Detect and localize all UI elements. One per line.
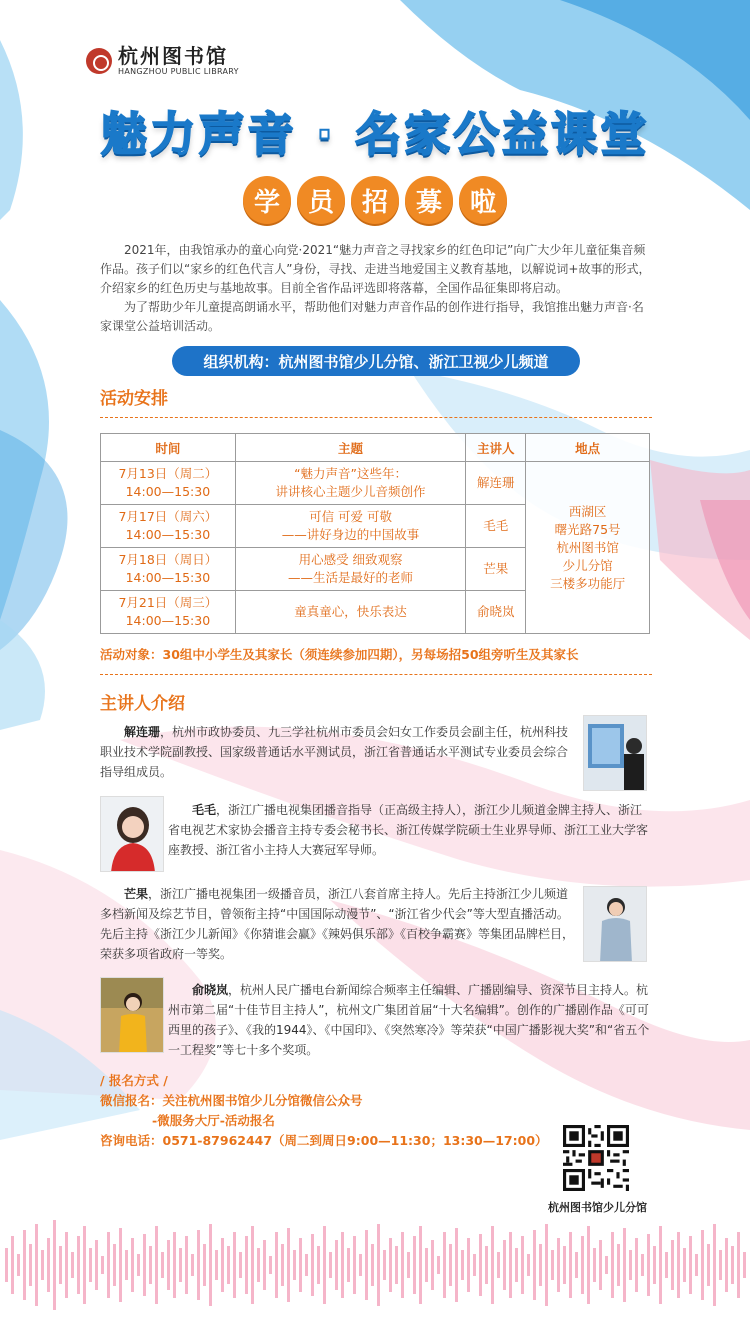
session-date: 7月21日（周三） xyxy=(118,595,218,610)
session-speaker: 俞晓岚 xyxy=(466,591,526,634)
speaker-name: 俞晓岚 xyxy=(192,983,229,997)
session-date: 7月17日（周六） xyxy=(118,509,218,524)
session-time: 14:00—15:30 xyxy=(125,527,211,542)
logo-name-en: HANGZHOU PUBLIC LIBRARY xyxy=(118,67,239,76)
registration-info xyxy=(100,1071,548,1151)
badge-char: 员 xyxy=(297,176,345,224)
header-time: 时间 xyxy=(101,434,236,462)
session-topic-line1: 用心感受 细致观察 xyxy=(298,552,403,567)
divider xyxy=(100,674,652,675)
speaker-photo xyxy=(100,796,164,872)
session-speaker: 毛毛 xyxy=(466,505,526,548)
session-speaker: 芒果 xyxy=(466,548,526,591)
location-line: 杭州图书馆 xyxy=(556,539,619,555)
speaker-bio-text: ，浙江广播电视集团一级播音员，浙江八套首席主持人。先后主持浙江少儿频道多档新闻及综艺节目，曾领衔主持“中国国际动漫节”、“浙江省少代会”等大型直播活动。先后主持《浙江少儿新闻》《你猜谁会赢》《辣妈俱乐部》《百校争霸赛》等集团品牌栏目，荣获多项省政府一等奖。 xyxy=(100,887,575,961)
schedule-section-title: 活动安排 xyxy=(100,389,168,409)
speaker-photo xyxy=(100,977,164,1053)
registration-phone: 咨询电话：0571-87962447（周二到周日9:00—11:30；13:30—17:00） xyxy=(100,1133,548,1148)
registration-wechat: 微信报名：关注杭州图书馆少儿分馆微信公众号 xyxy=(100,1093,363,1108)
speaker-bio xyxy=(168,980,650,1060)
registration-path: -微服务大厅-活动报名 xyxy=(152,1113,275,1128)
session-date: 7月13日（周二） xyxy=(118,466,218,481)
session-topic-line2: ——生活是最好的老师 xyxy=(288,570,414,585)
session-topic-line2: 讲讲核心主题少儿音频创作 xyxy=(275,484,426,499)
session-topic-line1: “魅力声音”这些年： xyxy=(294,466,408,481)
qr-code-icon xyxy=(563,1125,629,1191)
speaker-photo xyxy=(583,886,647,962)
library-seal-icon xyxy=(86,48,112,74)
badge-char: 招 xyxy=(351,176,399,224)
logo-name-cn: 杭州图书馆 xyxy=(118,44,228,68)
header-speaker: 主讲人 xyxy=(466,434,526,462)
target-audience: 活动对象：30组中小学生及其家长（须连续参加四期），另每场招50组旁听生及其家长 xyxy=(100,647,579,662)
schedule-table xyxy=(100,433,650,634)
location-line: 三楼多功能厅 xyxy=(550,575,626,591)
header-topic: 主题 xyxy=(235,434,466,462)
speakers-section-title: 主讲人介绍 xyxy=(100,694,185,714)
table-header-row xyxy=(101,434,650,462)
speaker-bio-text: ，杭州人民广播电台新闻综合频率主任编辑、广播剧编导、资深节目主持人。杭州市第二届“十佳节目主持人”，杭州文广集团首届“十大名编辑”。创作的广播剧作品《可可西里的孩子》、《我的1944》、《中国印》、《突然寒冷》等荣获“中国广播影视大奖”和“省五个一工程奖”等七十多个奖项。 xyxy=(168,983,650,1057)
speaker-bio-text: ，浙江广播电视集团播音指导（正高级主持人），浙江少儿频道金牌主持人、浙江省电视艺术家协会播音主持专委会秘书长、浙江传媒学院硕士生业界导师、浙江工业大学客座教授、浙江省小主持人大赛冠军导师。 xyxy=(168,803,649,857)
location-line: 少儿分馆 xyxy=(562,557,613,573)
speaker-name: 解连珊 xyxy=(124,725,161,739)
speaker-photo xyxy=(583,715,647,791)
organizer-banner: 组织机构：杭州图书馆少儿分馆、浙江卫视少儿频道 xyxy=(172,346,580,376)
speaker-bio xyxy=(168,800,650,860)
recruit-badges xyxy=(0,176,750,224)
page-title: 魅力声音 · 名家公益课堂 xyxy=(100,107,650,161)
badge-char: 募 xyxy=(405,176,453,224)
session-date: 7月18日（周日） xyxy=(118,552,218,567)
intro-paragraph-2: 为了帮助少年儿童提高朗诵水平，帮助他们对魅力声音作品的创作进行指导，我馆推出魅力声音·名家课堂公益培训活动。 xyxy=(100,300,644,333)
session-time: 14:00—15:30 xyxy=(125,570,211,585)
speaker-bio xyxy=(100,884,578,964)
session-location xyxy=(526,462,650,634)
session-topic-line1: 可信 可爱 可敬 xyxy=(309,509,393,524)
intro-paragraph-1: 2021年，由我馆承办的童心向党·2021“魅力声音之寻找家乡的红色印记”向广大少年儿童征集音频作品。孩子们以“家乡的红色代言人”身份，寻找、走进当地爱国主义教育基地，以解说词+故事的形式，介绍家乡的红色历史与基地故事。目前全省作品评选即将落幕，全国作品征集即将启动。 xyxy=(100,243,651,295)
badge-char: 啦 xyxy=(459,176,507,224)
session-time: 14:00—15:30 xyxy=(125,484,211,499)
intro-text xyxy=(100,241,655,336)
session-topic-line2: ——讲好身边的中国故事 xyxy=(281,527,420,542)
location-line: 西湖区 xyxy=(568,503,607,519)
speaker-bio xyxy=(100,722,578,782)
session-topic-line1: 童真童心，快乐表达 xyxy=(294,604,407,619)
session-speaker: 解连珊 xyxy=(466,462,526,505)
table-row xyxy=(101,462,650,505)
library-logo xyxy=(86,46,239,76)
speaker-name: 芒果 xyxy=(124,887,149,901)
qr-label: 杭州图书馆少儿分馆 xyxy=(548,1201,647,1214)
header-location: 地点 xyxy=(526,434,650,462)
speaker-name: 毛毛 xyxy=(192,803,217,817)
divider xyxy=(100,417,652,418)
badge-char: 学 xyxy=(243,176,291,224)
speaker-bio-text: ，杭州市政协委员、九三学社杭州市委员会妇女工作委员会副主任，杭州科技职业技术学院副教授、国家级普通话水平测试员，浙江省普通话水平测试专业委员会综合指导组成员。 xyxy=(100,725,569,779)
registration-title: / 报名方式 / xyxy=(100,1073,168,1088)
session-time: 14:00—15:30 xyxy=(125,613,211,628)
location-line: 曙光路75号 xyxy=(554,521,621,537)
